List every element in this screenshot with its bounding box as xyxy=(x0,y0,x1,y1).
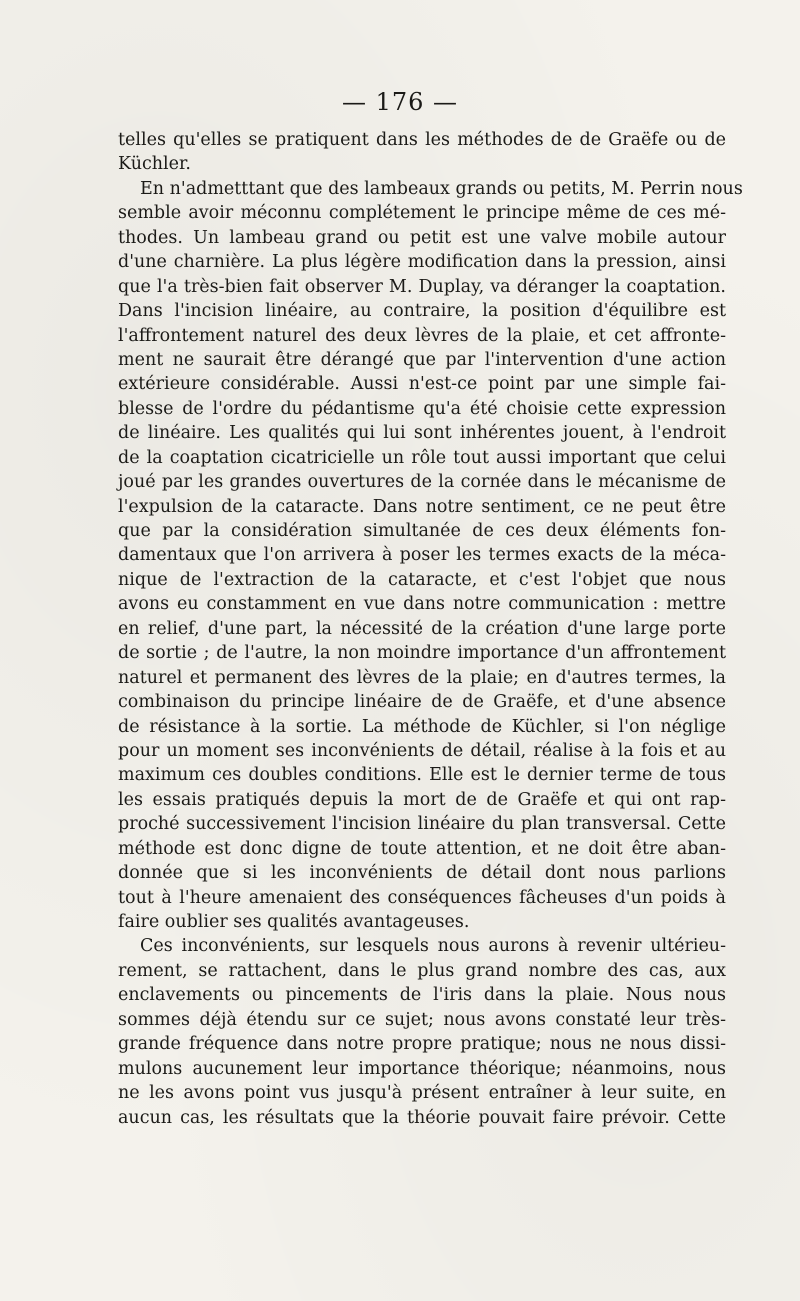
text-line: semble avoir méconnu complétement le principe même de ces mé- xyxy=(118,203,726,224)
text-line: extérieure considérable. Aussi n'est-ce point par une simple fai- xyxy=(118,374,726,395)
text-line: telles qu'elles se pratiquent dans les méthodes de de Graëfe ou de xyxy=(118,130,726,150)
text-line: de la coaptation cicatricielle un rôle tout aussi important que celui xyxy=(118,447,726,468)
text-line: donnée que si les inconvénients de détail dont nous parlions xyxy=(118,863,726,884)
text-line: blesse de l'ordre du pédantisme qu'a été choisie cette expression xyxy=(118,398,726,419)
page-number: — 176 — xyxy=(341,88,459,116)
text-line: En n'admetttant que des lambeaux grands ou petits, M. Perrin nous xyxy=(140,178,743,199)
text-line: que l'a très-bien fait observer M. Duplay, va déranger la coaptation. xyxy=(118,276,726,297)
text-line: nique de l'extraction de la cataracte, et c'est l'objet que nous xyxy=(118,569,726,590)
text-line: sommes déjà étendu sur ce sujet; nous avons constaté leur très- xyxy=(118,1009,726,1030)
text-line: en relief, d'une part, la nécessité de la création d'une large porte xyxy=(118,618,726,639)
text-line: l'affrontement naturel des deux lèvres de la plaie, et cet affronte- xyxy=(118,325,726,346)
text-line: mulons aucunement leur importance théorique; néanmoins, nous xyxy=(118,1058,726,1079)
text-line: combinaison du principe linéaire de de Graëfe, et d'une absence xyxy=(118,692,726,713)
text-line: tout à l'heure amenaient des conséquences fâcheuses d'un poids à xyxy=(118,887,726,908)
text-line: que par la considération simultanée de ces deux éléments fon- xyxy=(118,521,726,541)
text-line: de résistance à la sortie. La méthode de Küchler, si l'on néglige xyxy=(118,716,726,737)
text-line: naturel et permanent des lèvres de la plaie; en d'autres termes, la xyxy=(118,667,726,688)
text-line: méthode est donc digne de toute attention, et ne doit être aban- xyxy=(118,838,726,859)
text-line: faire oublier ses qualités avantageuses. xyxy=(118,912,470,932)
text-line: ment ne saurait être dérangé que par l'intervention d'une action xyxy=(118,349,726,370)
text-line: Ces inconvénients, sur lesquels nous aurons à revenir ultérieu- xyxy=(140,936,726,957)
text-line: thodes. Un lambeau grand ou petit est une valve mobile autour xyxy=(118,227,726,248)
text-line: aucun cas, les résultats que la théorie pouvait faire prévoir. Cette xyxy=(118,1107,726,1128)
text-line: grande fréquence dans notre propre pratique; nous ne nous dissi- xyxy=(118,1034,726,1055)
text-line: enclavements ou pincements de l'iris dans la plaie. Nous nous xyxy=(118,985,726,1006)
text-line: joué par les grandes ouvertures de la cornée dans le mécanisme de xyxy=(118,472,726,493)
text-line: Küchler. xyxy=(118,154,191,175)
text-line: maximum ces doubles conditions. Elle est le dernier terme de tous xyxy=(118,765,726,786)
text-line: rement, se rattachent, dans le plus grand nombre des cas, aux xyxy=(118,960,726,981)
text-line: l'expulsion de la cataracte. Dans notre sentiment, ce ne peut être xyxy=(118,496,726,517)
text-line: pour un moment ses inconvénients de détail, réalise à la fois et au xyxy=(118,740,726,761)
body-text xyxy=(118,128,743,1130)
text-line: damentaux que l'on arrivera à poser les termes exacts de la méca- xyxy=(118,545,726,566)
text-line: d'une charnière. La plus légère modification dans la pression, ainsi xyxy=(118,252,726,273)
text-line: ne les avons point vus jusqu'à présent entraîner à leur suite, en xyxy=(118,1083,726,1104)
text-line: proché successivement l'incision linéaire du plan transversal. Cette xyxy=(118,814,726,835)
text-line: avons eu constamment en vue dans notre communication : mettre xyxy=(118,594,726,615)
text-line: Dans l'incision linéaire, au contraire, la position d'équilibre est xyxy=(118,301,726,322)
text-line: de linéaire. Les qualités qui lui sont inhérentes jouent, à l'endroit xyxy=(118,423,726,444)
text-line: de sortie ; de l'autre, la non moindre importance d'un affrontement xyxy=(118,643,726,664)
text-line: les essais pratiqués depuis la mort de de Graëfe et qui ont rap- xyxy=(118,789,726,810)
